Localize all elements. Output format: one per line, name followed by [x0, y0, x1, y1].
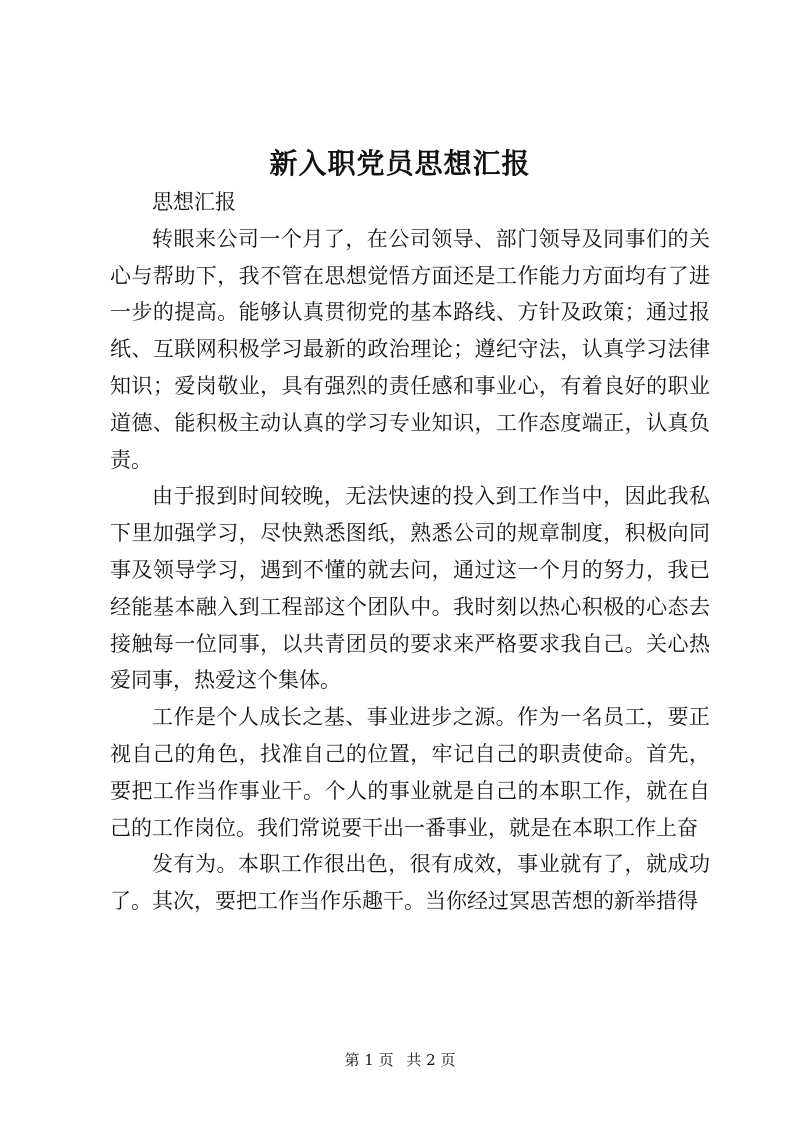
- paragraph: 由于报到时间较晚，无法快速的投入到工作当中，因此我私下里加强学习，尽快熟悉图纸，熟悉公司的规章制度，积极向同事及领导学习，遇到不懂的就去问，通过这一个月的努力，我已经能基本融入到工程部这个团队中。我时刻以热心积极的心态去接触每一位同事，以共青团员的要求来严格要求我自己。关心热爱同事，热爱这个集体。: [110, 484, 710, 693]
- page-footer: [0, 1049, 800, 1070]
- paragraph: 发有为。本职工作很出色，很有成效，事业就有了，就成功了。其次，要把工作当作乐趣干。当你经过冥思苦想的新举措得: [110, 852, 710, 914]
- document-body: [110, 184, 710, 920]
- document-title: 新入职党员思想汇报: [269, 147, 531, 180]
- paragraph: 工作是个人成长之基、事业进步之源。作为一名员工，要正视自己的角色，找准自己的位置，牢记自己的职责使命。首先，要把工作当作事业干。个人的事业就是自己的本职工作，就在自己的工作岗位。我们常说要干出一番事业，就是在本职工作上奋: [110, 705, 710, 840]
- paragraph-heading: 思想汇报: [152, 190, 236, 214]
- page-number-total: 共 2 页: [406, 1051, 456, 1069]
- paragraph: 转眼来公司一个月了，在公司领导、部门领导及同事们的关心与帮助下，我不管在思想觉悟方面还是工作能力方面均有了进一步的提高。能够认真贯彻党的基本路线、方针及政策；通过报纸、互联网积极学习最新的政治理论；遵纪守法，认真学习法律知识；爱岗敬业，具有强烈的责任感和事业心，有着良好的职业道德、能积极主动认真的学习专业知识，工作态度端正，认真负责。: [110, 226, 710, 472]
- page-number-current: 第 1 页: [344, 1051, 394, 1069]
